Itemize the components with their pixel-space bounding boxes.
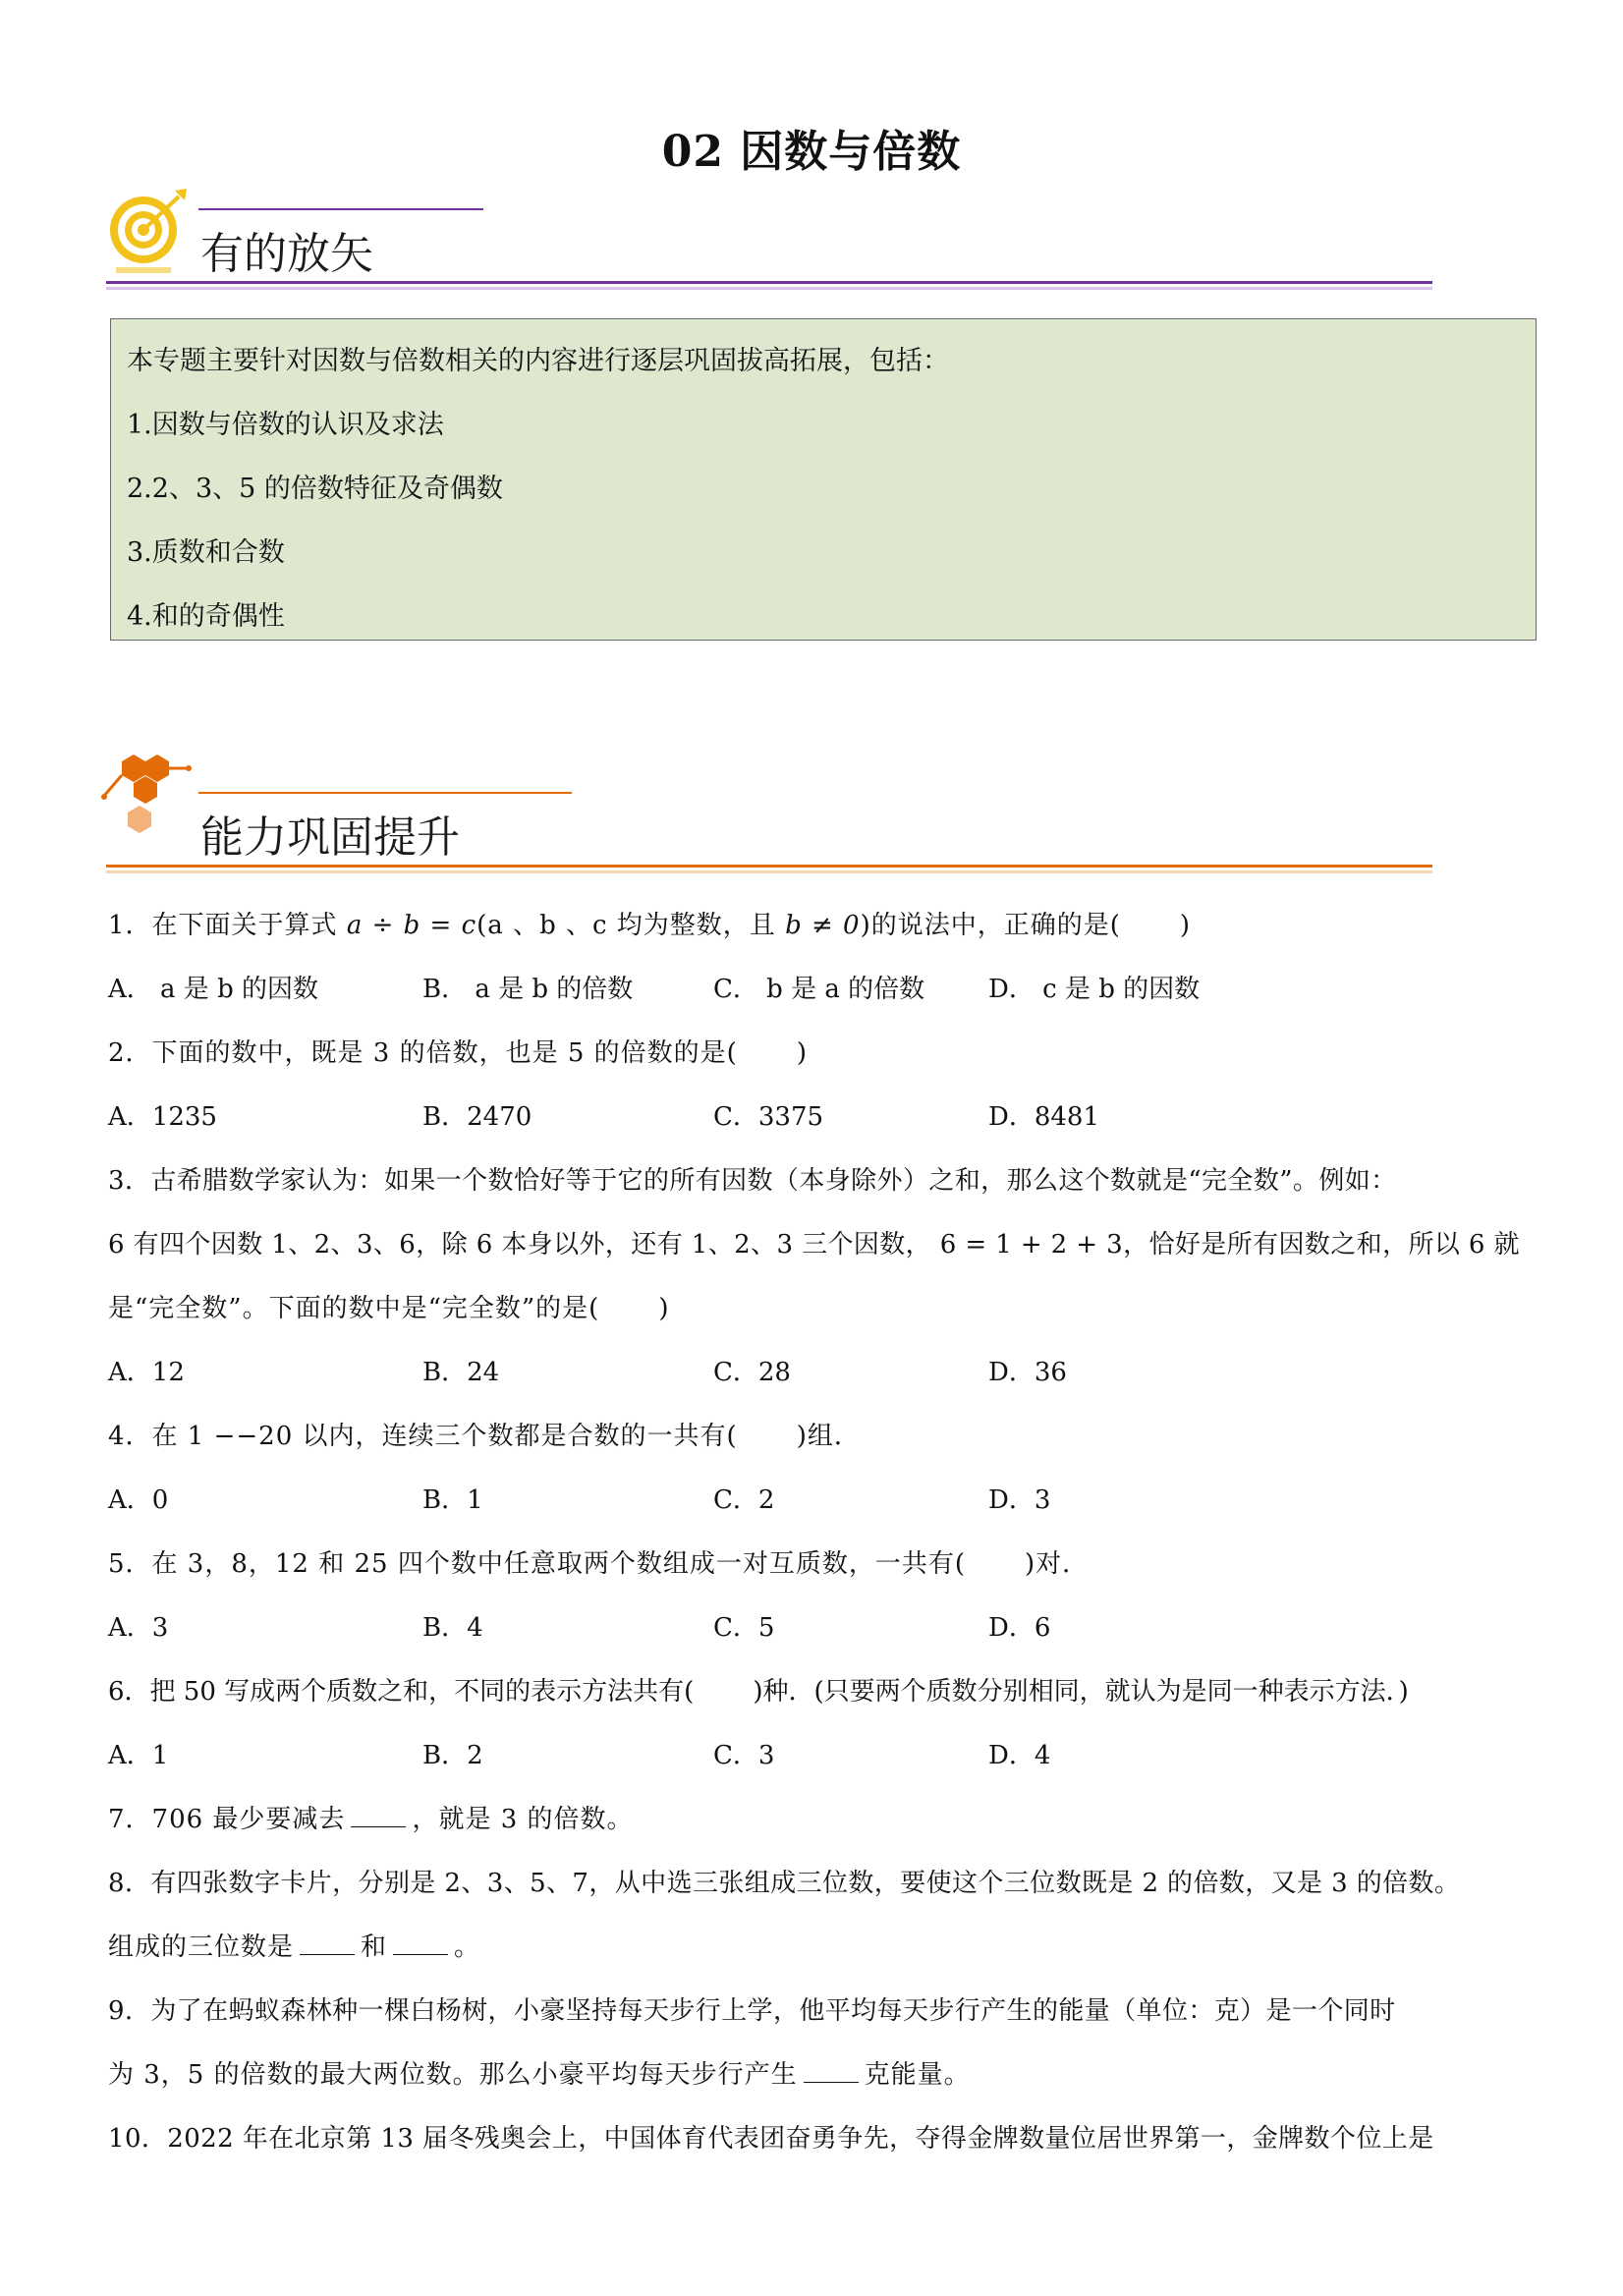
question-3-line: 6 有四个因数 1、2、3、6，除 6 本身以外，还有 1、2、3 三个因数， 6 = 1 + 2 + 3，恰好是所有因数之和，所以 6 就 <box>108 1230 1520 1260</box>
option-d[interactable]: D．8481 <box>988 1102 1100 1132</box>
option-a[interactable]: A． a 是 b 的因数 <box>108 975 318 1004</box>
question-8: 8．有四张数字卡片，分别是 2、3、5、7，从中选三张组成三位数，要使这个三位数既是 2 的倍数，又是 3 的倍数。 <box>108 1869 1461 1898</box>
question-9-line: 为 3，5 的倍数的最大两位数。那么小豪平均每天步行产生 克能量。 <box>108 2060 971 2090</box>
option-c[interactable]: C．28 <box>713 1358 791 1387</box>
option-a[interactable]: A．1 <box>108 1741 169 1770</box>
option-a[interactable]: A．12 <box>108 1358 185 1387</box>
section-header-practice <box>106 753 1432 870</box>
options-row <box>108 1469 1552 1533</box>
math-expression: 6 = 1 + 2 + 3 <box>939 1230 1124 1260</box>
target-icon <box>106 187 195 275</box>
goal-line: 3.质数和合数 <box>127 537 285 568</box>
goal-line: 1.因数与倍数的认识及求法 <box>127 410 444 440</box>
option-c[interactable]: C．5 <box>713 1613 775 1643</box>
section-title-practice: 能力巩固提升 <box>200 812 460 863</box>
fill-blank[interactable] <box>393 1932 448 1955</box>
option-c[interactable]: C．2 <box>713 1485 775 1515</box>
option-d[interactable]: D．6 <box>988 1613 1051 1643</box>
question-list <box>108 894 1552 2171</box>
question-3-line: 是“完全数”。下面的数中是“完全数”的是( ) <box>108 1294 670 1323</box>
fill-blank[interactable] <box>351 1805 406 1827</box>
goal-line: 2.2、3、5 的倍数特征及奇偶数 <box>127 474 503 504</box>
option-b[interactable]: B．2470 <box>422 1102 532 1132</box>
section-bottom-line <box>106 281 1432 284</box>
fill-blank[interactable] <box>804 2060 859 2083</box>
question-4: 4．在 1 −−20 以内，连续三个数都是合数的一共有( )组． <box>108 1422 861 1451</box>
section-top-line <box>198 792 572 794</box>
goal-line: 4.和的奇偶性 <box>127 601 285 632</box>
question-5: 5．在 3，8，12 和 25 四个数中任意取两个数组成一对互质数，一共有( )对． <box>108 1549 1090 1579</box>
question-10: 10．2022 年在北京第 13 届冬残奥会上，中国体育代表团奋勇争先，夺得金牌数量位居世界第一，金牌数个位上是 <box>108 2124 1434 2154</box>
option-b[interactable]: B．2 <box>422 1741 483 1770</box>
options-row <box>108 1086 1552 1149</box>
math-expression: b ≠ 0 <box>785 911 861 940</box>
option-b[interactable]: B． a 是 b 的倍数 <box>422 975 634 1004</box>
section-top-line <box>198 208 483 210</box>
goal-line: 本专题主要针对因数与倍数相关的内容进行逐层巩固拔高拓展，包括： <box>127 346 949 376</box>
question-6: 6．把 50 写成两个质数之和，不同的表示方法共有( )种．(只要两个质数分别相同，就认为是同一种表示方法．) <box>108 1677 1409 1707</box>
section-bottom-shadow <box>106 287 1432 290</box>
goal-summary-box <box>110 318 1537 641</box>
question-7: 7．706 最少要减去 ，就是 3 的倍数。 <box>108 1805 634 1834</box>
option-c[interactable]: C．3 <box>713 1741 775 1770</box>
question-2: 2．下面的数中，既是 3 的倍数，也是 5 的倍数的是( ) <box>108 1038 808 1068</box>
question-1: 1．在下面关于算式 a ÷ b = c(a 、b 、c 均为整数，且 b ≠ 0)的说法中，正确的是( ) <box>108 911 1192 940</box>
option-c[interactable]: C． b 是 a 的倍数 <box>713 975 925 1004</box>
question-9: 9．为了在蚂蚁森林种一棵白杨树，小豪坚持每天步行上学，他平均每天步行产生的能量（单位：克）是一个同时 <box>108 1996 1396 2026</box>
options-row <box>108 1341 1552 1405</box>
page-title: 02 因数与倍数 <box>661 127 962 177</box>
options-row <box>108 958 1552 1022</box>
math-expression: a ÷ b = c <box>346 911 477 940</box>
section-bottom-shadow <box>106 870 1432 873</box>
section-bottom-line <box>106 865 1432 868</box>
options-row <box>108 1724 1552 1788</box>
option-b[interactable]: B．4 <box>422 1613 483 1643</box>
question-8-line: 组成的三位数是 和 。 <box>108 1932 481 1962</box>
option-a[interactable]: A．3 <box>108 1613 169 1643</box>
option-b[interactable]: B．24 <box>422 1358 500 1387</box>
option-d[interactable]: D．4 <box>988 1741 1051 1770</box>
hexagon-cluster-icon <box>100 753 198 861</box>
fill-blank[interactable] <box>300 1932 355 1955</box>
question-3: 3．古希腊数学家认为：如果一个数恰好等于它的所有因数（本身除外）之和，那么这个数就是“完全数”。例如： <box>108 1166 1397 1196</box>
option-d[interactable]: D．3 <box>988 1485 1051 1515</box>
section-header-goal <box>106 187 1432 285</box>
option-b[interactable]: B．1 <box>422 1485 483 1515</box>
option-d[interactable]: D． c 是 b 的因数 <box>988 975 1201 1004</box>
option-d[interactable]: D．36 <box>988 1358 1067 1387</box>
section-title-goal: 有的放矢 <box>200 229 373 279</box>
option-a[interactable]: A．0 <box>108 1485 169 1515</box>
option-c[interactable]: C．3375 <box>713 1102 824 1132</box>
option-a[interactable]: A．1235 <box>108 1102 217 1132</box>
options-row <box>108 1596 1552 1660</box>
